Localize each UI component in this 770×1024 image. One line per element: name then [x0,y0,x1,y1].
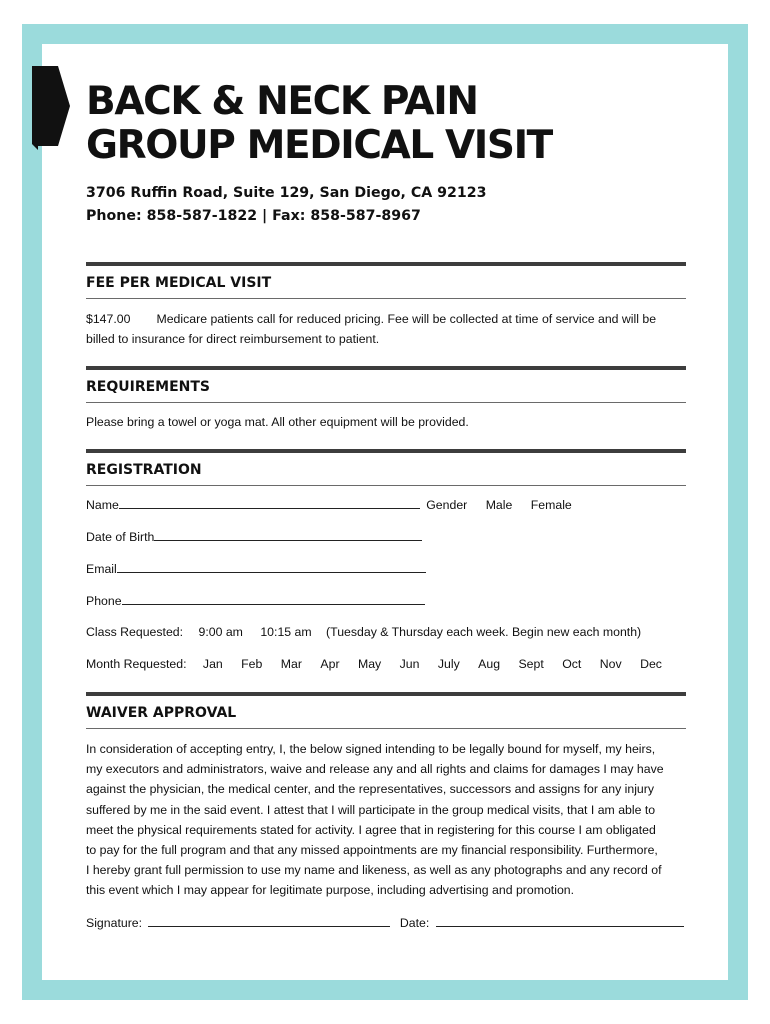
waiver-line: my executors and administrators, waive and release any and all rights and claims for damages I may have [86,762,664,777]
waiver-text [86,739,686,901]
section-rule-thin [86,485,686,486]
name-row [86,497,686,512]
gender-option-female[interactable]: Female [530,498,572,512]
month-option-jan[interactable]: Jan [202,657,223,671]
requirements-section-title: REQUIREMENTS [86,379,211,395]
fee-details [86,309,686,349]
month-option-feb[interactable]: Feb [241,657,263,671]
title-line-2: GROUP MEDICAL VISIT [86,123,552,168]
dob-row [86,529,686,544]
month-option-nov[interactable]: Nov [599,657,622,671]
phone-row [86,593,686,608]
name-label: Name [86,498,119,512]
email-label: Email [86,562,117,576]
waiver-line: I hereby grant full permission to use my name and likeness, as well as any photographs and any record of [86,863,662,878]
month-option-july[interactable]: July [437,657,460,671]
month-option-jun[interactable]: Jun [399,657,420,671]
page-title [86,80,706,168]
date-label: Date: [399,916,430,930]
dob-field[interactable] [154,529,422,541]
clinic-contact-block [86,182,686,228]
bookmark-tab-icon [32,66,70,150]
fee-note-line-2: billed to insurance for direct reimbursement to patient. [86,332,380,347]
class-row [86,625,686,639]
section-rule-thick [86,366,686,370]
month-label: Month Requested: [86,657,187,671]
class-option-1015[interactable]: 10:15 am [260,625,312,639]
email-row [86,561,686,576]
month-option-may[interactable]: May [357,657,382,671]
section-rule-thick [86,692,686,696]
month-option-aug[interactable]: Aug [478,657,501,671]
class-label: Class Requested: [86,625,184,639]
signature-field[interactable] [148,915,390,927]
signature-row [86,915,686,930]
section-rule-thin [86,728,686,729]
clinic-phone-fax: Phone: 858-587-1822 | Fax: 858-587-8967 [86,208,421,224]
section-rule-thin [86,402,686,403]
month-option-sept[interactable]: Sept [518,657,544,671]
gender-label: Gender [426,498,468,512]
waiver-line: suffered by me in the said event. I attest that I will participate in the group medical visits, that I am able to [86,802,656,817]
dob-label: Date of Birth [86,530,155,544]
clinic-address: 3706 Ruffin Road, Suite 129, San Diego, CA 92123 [86,185,487,201]
phone-field[interactable] [122,593,425,605]
fee-amount: $147.00 [86,312,131,326]
gender-option-male[interactable]: Male [485,498,513,512]
section-rule-thick [86,262,686,266]
class-option-900[interactable]: 9:00 am [198,625,243,639]
section-rule-thick [86,449,686,453]
waiver-line: In consideration of accepting entry, I, the below signed intending to be legally bound for myself, my heirs, [86,742,656,756]
waiver-line: this event which I may appear for legitimate purpose, including advertising and promotion. [86,883,575,898]
date-field[interactable] [436,915,684,927]
fee-note-line-1: Medicare patients call for reduced pricing. Fee will be collected at time of service and will be [156,312,657,326]
month-option-oct[interactable]: Oct [562,657,582,671]
registration-section-title: REGISTRATION [86,462,202,478]
month-option-apr[interactable]: Apr [320,657,340,671]
class-note: (Tuesday & Thursday each week. Begin new each month) [326,625,642,639]
waiver-section-title: WAIVER APPROVAL [86,705,237,721]
month-option-dec[interactable]: Dec [640,657,662,671]
section-rule-thin [86,298,686,299]
waiver-line: to pay for the full program and that any missed appointments are my financial responsibility. Furthermore, [86,843,658,858]
email-field[interactable] [117,561,426,573]
signature-label: Signature: [86,916,143,930]
phone-label: Phone [86,594,122,608]
title-line-1: BACK & NECK PAIN [86,79,478,124]
month-row [86,657,686,671]
month-option-mar[interactable]: Mar [280,657,302,671]
name-field[interactable] [119,497,420,509]
waiver-line: meet the physical requirements stated for activity. I agree that in registering for this course I am obligated [86,822,656,837]
fee-section-title: FEE PER MEDICAL VISIT [86,275,272,291]
waiver-line: against the physician, the medical center, and the representatives, successors and assigns for any injury [86,782,655,797]
requirements-text: Please bring a towel or yoga mat. All other equipment will be provided. [86,415,469,429]
